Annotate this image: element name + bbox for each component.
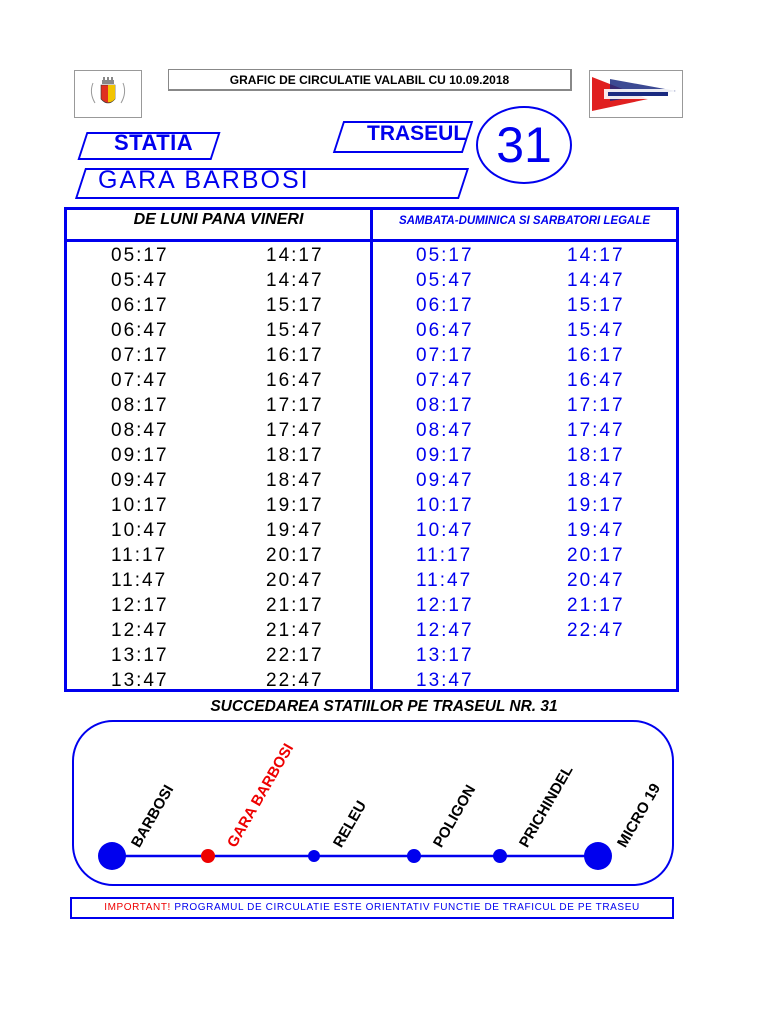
departure-time: 12:17 (416, 595, 474, 616)
departure-time: 16:47 (266, 370, 324, 391)
departure-time: 13:17 (416, 645, 474, 666)
weekday-times-column-1 (111, 243, 201, 693)
departure-time: 08:17 (111, 395, 169, 416)
departure-time: 17:47 (567, 420, 625, 441)
stop-dot (201, 849, 215, 863)
weekend-times-column-2 (567, 243, 657, 643)
weekday-times-column-2 (266, 243, 356, 693)
route-number: 31 (476, 106, 572, 184)
departure-time: 12:47 (111, 620, 169, 641)
departure-time: 18:17 (266, 445, 324, 466)
departure-time: 07:17 (416, 345, 474, 366)
departure-time: 17:17 (266, 395, 324, 416)
station-name: GARA BARBOSI (98, 166, 310, 194)
departure-time: 08:17 (416, 395, 474, 416)
departure-time: 07:17 (111, 345, 169, 366)
departure-time: 08:47 (416, 420, 474, 441)
stop-dot (493, 849, 507, 863)
departure-time: 19:47 (266, 520, 324, 541)
departure-time: 09:17 (416, 445, 474, 466)
departure-time: 07:47 (416, 370, 474, 391)
departure-time: 10:17 (416, 495, 474, 516)
weekday-header: DE LUNI PANA VINERI (133, 211, 304, 228)
departure-time: 17:17 (567, 395, 625, 416)
departure-time: 05:17 (416, 245, 474, 266)
important-notice (70, 897, 674, 919)
departure-time: 13:47 (111, 670, 169, 691)
transurb-logo-icon (590, 71, 682, 117)
notice-text: PROGRAMUL DE CIRCULATIE ESTE ORIENTATIV FUNCTIE DE TRAFICUL DE PE TRASEU (170, 902, 640, 913)
departure-time: 09:47 (416, 470, 474, 491)
departure-time: 05:47 (416, 270, 474, 291)
departure-time: 17:47 (266, 420, 324, 441)
departure-time: 05:17 (111, 245, 169, 266)
departure-time: 21:17 (567, 595, 625, 616)
departure-time: 10:17 (111, 495, 169, 516)
departure-time: 22:17 (266, 645, 324, 666)
stop-dot (98, 842, 126, 870)
departure-time: 15:17 (567, 295, 625, 316)
stop-dot (584, 842, 612, 870)
departure-time: 19:47 (567, 520, 625, 541)
departure-time: 22:47 (266, 670, 324, 691)
departure-time: 10:47 (111, 520, 169, 541)
departure-time: 15:47 (266, 320, 324, 341)
departure-time: 18:47 (266, 470, 324, 491)
departure-time: 19:17 (266, 495, 324, 516)
departure-time: 19:17 (567, 495, 625, 516)
stop-dot (308, 850, 320, 862)
departure-time: 12:47 (416, 620, 474, 641)
route-map-title: SUCCEDAREA STATIILOR PE TRASEUL NR. 31 (210, 698, 558, 715)
timetable-header-divider (64, 239, 679, 242)
departure-time: 12:17 (111, 595, 169, 616)
departure-time: 09:47 (111, 470, 169, 491)
departure-time: 05:47 (111, 270, 169, 291)
departure-time: 07:47 (111, 370, 169, 391)
departure-time: 11:47 (111, 570, 168, 591)
stop-label: PRICHINDEL (516, 762, 577, 851)
departure-time: 21:17 (266, 595, 324, 616)
departure-time: 11:17 (111, 545, 168, 566)
stop-label: GARA BARBOSI (224, 740, 298, 851)
departure-time: 14:47 (567, 270, 625, 291)
stop-label: RELEU (330, 797, 371, 851)
departure-time: 10:47 (416, 520, 474, 541)
departure-time: 11:47 (416, 570, 473, 591)
stop-label: MICRO 19 (614, 780, 665, 851)
departure-time: 14:17 (567, 245, 625, 266)
city-logo (74, 70, 142, 118)
weekend-header: SAMBATA-DUMINICA SI SARBATORI LEGALE (398, 215, 651, 227)
stop-dot (407, 849, 421, 863)
important-label: IMPORTANT! (104, 902, 171, 913)
departure-time: 22:47 (567, 620, 625, 641)
departure-time: 06:47 (111, 320, 169, 341)
departure-time: 20:17 (266, 545, 324, 566)
departure-time: 18:47 (567, 470, 625, 491)
stop-label: BARBOSI (128, 782, 178, 851)
stop-label: POLIGON (430, 782, 480, 851)
station-label: STATIA (114, 130, 194, 155)
departure-time: 15:47 (567, 320, 625, 341)
weekend-times-column-1 (416, 243, 506, 693)
departure-time: 14:17 (266, 245, 324, 266)
departure-time: 11:17 (416, 545, 473, 566)
departure-time: 06:17 (111, 295, 169, 316)
departure-time: 06:17 (416, 295, 474, 316)
departure-time: 20:47 (567, 570, 625, 591)
departure-time: 16:47 (567, 370, 625, 391)
departure-time: 06:47 (416, 320, 474, 341)
departure-time: 14:47 (266, 270, 324, 291)
departure-time: 16:17 (266, 345, 324, 366)
departure-time: 20:17 (567, 545, 625, 566)
departure-time: 18:17 (567, 445, 625, 466)
timetable-divider (370, 207, 373, 692)
route-label: TRASEUL (367, 122, 467, 145)
departure-time: 15:17 (266, 295, 324, 316)
departure-time: 08:47 (111, 420, 169, 441)
departure-time: 09:17 (111, 445, 169, 466)
departure-time: 13:47 (416, 670, 474, 691)
validity-banner: GRAFIC DE CIRCULATIE VALABIL CU 10.09.2018 (168, 69, 572, 91)
departure-time: 21:47 (266, 620, 324, 641)
city-coat-of-arms-icon (75, 71, 141, 117)
departure-time: 16:17 (567, 345, 625, 366)
departure-time: 13:17 (111, 645, 169, 666)
transurb-logo (589, 70, 683, 118)
departure-time: 20:47 (266, 570, 324, 591)
